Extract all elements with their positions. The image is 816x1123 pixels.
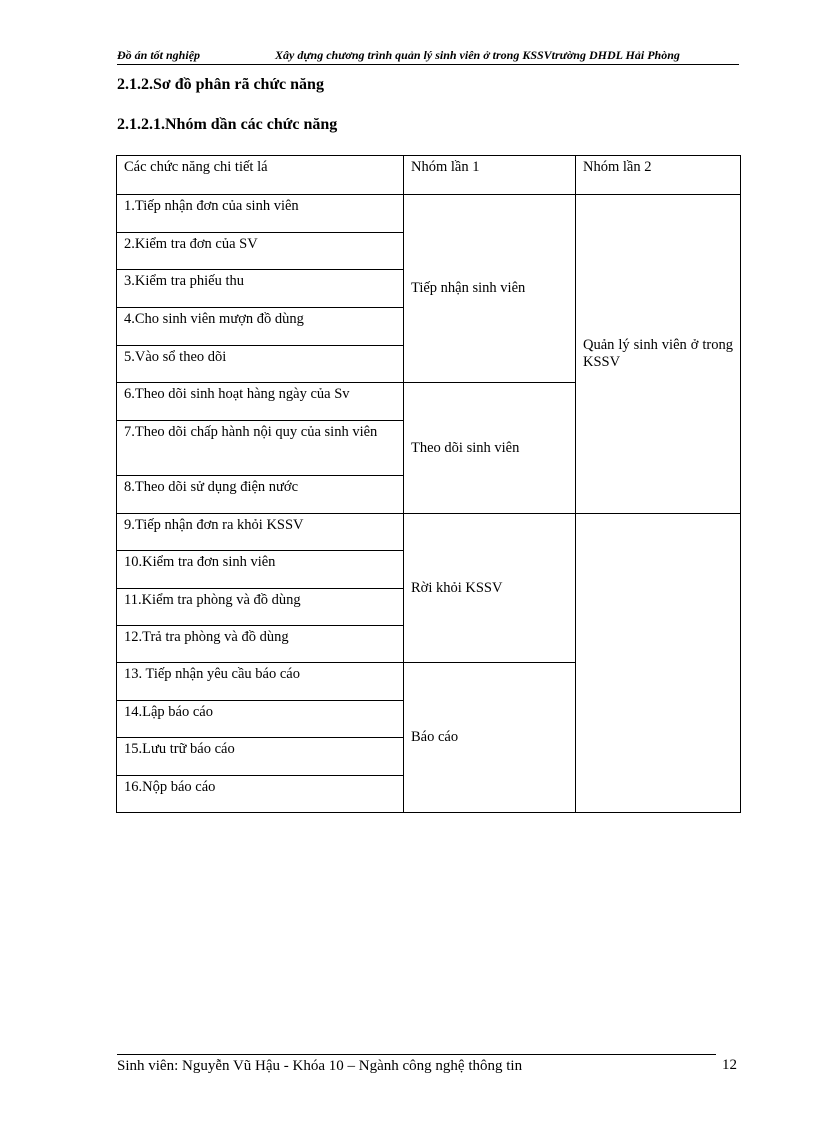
group1-cell: Theo dõi sinh viên xyxy=(404,383,576,514)
header-divider xyxy=(117,64,739,65)
leaf-function-cell: 15.Lưu trữ báo cáo xyxy=(117,738,404,776)
header-cell-leaf-functions: Các chức năng chi tiết lá xyxy=(117,156,404,195)
header-doc-type: Đồ án tốt nghiệp xyxy=(117,48,201,62)
leaf-function-cell: 7.Theo dõi chấp hành nội quy của sinh viên xyxy=(117,421,404,476)
leaf-function-cell: 12.Trả tra phòng và đồ dùng xyxy=(117,626,404,663)
group1-cell: Rời khỏi KSSV xyxy=(404,514,576,663)
table-row xyxy=(117,514,741,551)
leaf-function-cell: 6.Theo dõi sinh hoạt hàng ngày của Sv xyxy=(117,383,404,421)
leaf-function-cell: 8.Theo dõi sử dụng điện nước xyxy=(117,476,404,514)
leaf-function-cell: 1.Tiếp nhận đơn của sinh viên xyxy=(117,195,404,233)
function-grouping-table xyxy=(116,155,741,813)
leaf-function-cell: 14.Lập báo cáo xyxy=(117,701,404,738)
leaf-function-cell: 11.Kiểm tra phòng và đồ dùng xyxy=(117,589,404,626)
subsection-heading: 2.1.2.1.Nhóm dần các chức năng xyxy=(117,116,338,133)
footer-student-info: Sinh viên: Nguyễn Vũ Hậu - Khóa 10 – Ngành công nghệ thông tin xyxy=(117,1058,523,1074)
leaf-function-cell: 2.Kiểm tra đơn của SV xyxy=(117,233,404,270)
leaf-function-cell: 13. Tiếp nhận yêu cầu báo cáo xyxy=(117,663,404,701)
section-heading: 2.1.2.Sơ đồ phân rã chức năng xyxy=(117,76,324,93)
group2-cell-empty xyxy=(576,514,741,813)
header-cell-group-1: Nhóm lần 1 xyxy=(404,156,576,195)
leaf-function-cell: 16.Nộp báo cáo xyxy=(117,776,404,813)
page-number: 12 xyxy=(722,1057,737,1073)
group1-cell: Báo cáo xyxy=(404,663,576,813)
footer-divider xyxy=(117,1054,716,1055)
group2-cell: Quản lý sinh viên ở trong KSSV xyxy=(576,195,741,514)
table-row xyxy=(117,195,741,233)
header-cell-group-2: Nhóm lần 2 xyxy=(576,156,741,195)
table-header-row xyxy=(117,156,741,195)
leaf-function-cell: 4.Cho sinh viên mượn đồ dùng xyxy=(117,308,404,346)
header-project-title: Xây dựng chương trình quản lý sinh viên ở trong KSSVtrường DHDL Hải Phòng xyxy=(275,48,680,62)
leaf-function-cell: 3.Kiểm tra phiếu thu xyxy=(117,270,404,308)
leaf-function-cell: 9.Tiếp nhận đơn ra khỏi KSSV xyxy=(117,514,404,551)
leaf-function-cell: 5.Vào sổ theo dõi xyxy=(117,346,404,383)
group1-cell: Tiếp nhận sinh viên xyxy=(404,195,576,383)
leaf-function-cell: 10.Kiểm tra đơn sinh viên xyxy=(117,551,404,589)
